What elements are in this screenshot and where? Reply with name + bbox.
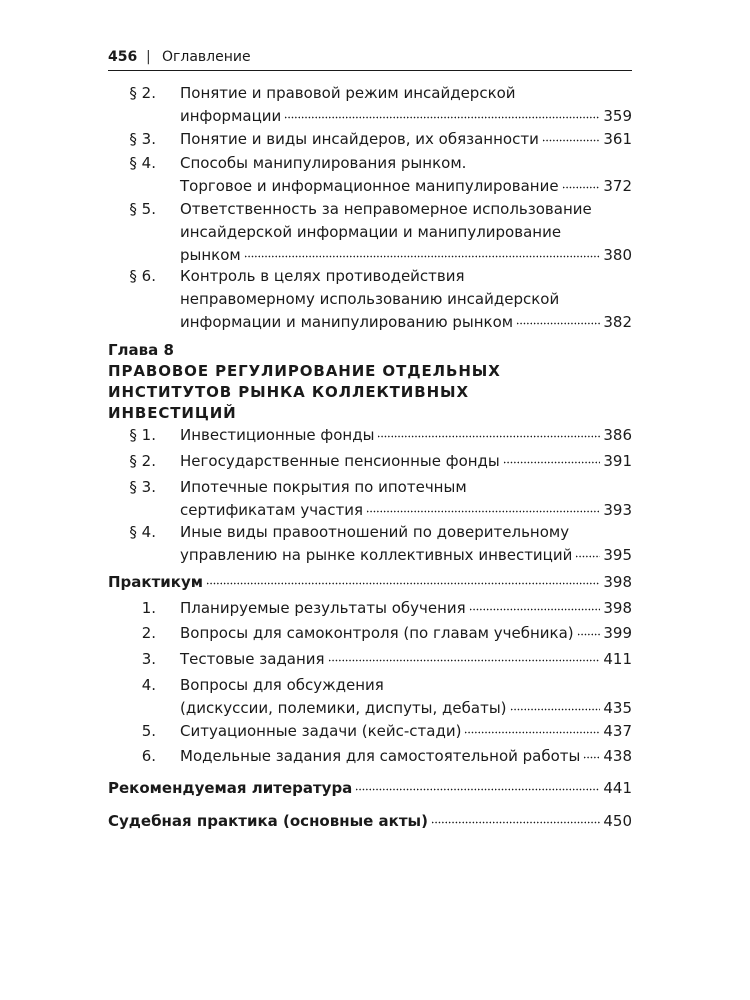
- entry-last-line: [180, 544, 632, 567]
- dot-leader: [542, 126, 601, 142]
- dot-leader: [575, 542, 600, 558]
- dot-leader: [431, 808, 600, 824]
- entry-body: [180, 128, 632, 151]
- entry-title: Негосударственные пенсионные фонды: [180, 452, 500, 470]
- chapter-title-line: ИНВЕСТИЦИЙ: [108, 404, 237, 422]
- page-ref: 411: [603, 650, 632, 668]
- entry-title: Инвестиционные фонды: [180, 426, 375, 444]
- entry-number: 6.: [141, 747, 156, 765]
- entry-body: [180, 198, 632, 267]
- entry-body: [180, 265, 632, 334]
- entry-body: [180, 152, 632, 198]
- page-ref: 382: [603, 313, 632, 331]
- entry-number: § 2.: [129, 452, 156, 470]
- entry-body: [108, 810, 632, 833]
- dot-leader: [469, 595, 601, 611]
- page-ref: 359: [603, 107, 632, 125]
- entry-last-line: [108, 810, 632, 833]
- entry-body: [180, 720, 632, 743]
- entry-title-line: Способы манипулирования рынком.: [180, 154, 467, 172]
- entry-number: 4.: [141, 676, 156, 694]
- entry-last-line: [180, 424, 632, 447]
- entry-last-line: [180, 648, 632, 671]
- page-ref: 393: [603, 501, 632, 519]
- entry-last-line: [180, 597, 632, 620]
- entry-title-line: Контроль в целях противодействия: [180, 267, 465, 285]
- page-ref: 398: [603, 573, 632, 591]
- entry-title: Модельные задания для самостоятельной работы: [180, 747, 581, 765]
- entry-number: 5.: [141, 722, 156, 740]
- dot-leader: [366, 497, 600, 513]
- dot-leader: [355, 775, 600, 791]
- running-title: Оглавление: [162, 49, 251, 65]
- entry-last-line: [180, 499, 632, 522]
- dot-leader: [516, 309, 600, 325]
- entry-body: [180, 597, 632, 620]
- entry-body: [180, 424, 632, 447]
- dot-leader: [583, 743, 600, 759]
- entry-title-line: Вопросы для обсуждения: [180, 676, 384, 694]
- entry-body: [108, 571, 632, 594]
- entry-last-line: [180, 311, 632, 334]
- dot-leader: [328, 646, 601, 662]
- entry-last-line: [180, 175, 632, 198]
- entry-number: 1.: [141, 599, 156, 617]
- page-ref: 437: [603, 722, 632, 740]
- entry-title: сертификатам участия: [180, 501, 364, 519]
- entry-title-line: Ипотечные покрытия по ипотечным: [180, 478, 467, 496]
- chapter-label: Глава 8: [108, 341, 174, 359]
- entry-last-line: [180, 622, 632, 645]
- dot-leader: [503, 448, 601, 464]
- dot-leader: [577, 620, 601, 636]
- entry-last-line: [180, 450, 632, 473]
- entry-title: Ситуационные задачи (кейс-стади): [180, 722, 462, 740]
- page-ref: 380: [603, 246, 632, 264]
- entry-body: [180, 622, 632, 645]
- dot-leader: [244, 242, 601, 258]
- entry-last-line: [180, 697, 632, 720]
- page-ref: 372: [603, 177, 632, 195]
- entry-number: § 3.: [129, 478, 156, 496]
- entry-last-line: [180, 128, 632, 151]
- entry-title: Тестовые задания: [180, 650, 325, 668]
- dot-leader: [562, 173, 601, 189]
- entry-last-line: [180, 720, 632, 743]
- entry-title-line: неправомерному использованию инсайдерской: [180, 290, 560, 308]
- page-ref: 395: [603, 546, 632, 564]
- entry-title: информации: [180, 107, 282, 125]
- entry-title: Рекомендуемая литература: [108, 779, 353, 797]
- entry-number: § 5.: [129, 200, 156, 218]
- entry-title: Планируемые результаты обучения: [180, 599, 466, 617]
- entry-title: информации и манипулированию рынком: [180, 313, 514, 331]
- dot-leader: [464, 718, 600, 734]
- entry-title: Практикум: [108, 573, 204, 591]
- header-separator: |: [146, 49, 151, 65]
- entry-number: § 1.: [129, 426, 156, 444]
- page-ref: 391: [603, 452, 632, 470]
- entry-body: [108, 777, 632, 800]
- entry-body: [180, 674, 632, 720]
- page-ref: 361: [603, 130, 632, 148]
- page-number: 456: [108, 49, 138, 65]
- page-ref: 398: [603, 599, 632, 617]
- entry-title: Торговое и информационное манипулирование: [180, 177, 559, 195]
- entry-title-line: Ответственность за неправомерное использование: [180, 200, 592, 218]
- entry-number: 2.: [141, 624, 156, 642]
- entry-title-line: инсайдерской информации и манипулирование: [180, 223, 562, 241]
- entry-body: [180, 648, 632, 671]
- page-ref: 441: [603, 779, 632, 797]
- entry-number: § 2.: [129, 84, 156, 102]
- entry-title: управлению на рынке коллективных инвестиций: [180, 546, 573, 564]
- dot-leader: [206, 569, 600, 585]
- entry-title: Вопросы для самоконтроля (по главам учебника): [180, 624, 574, 642]
- dot-leader: [510, 695, 601, 711]
- page-ref: 386: [603, 426, 632, 444]
- entry-body: [180, 476, 632, 522]
- page-header: [108, 48, 632, 71]
- entry-title: Понятие и виды инсайдеров, их обязанности: [180, 130, 539, 148]
- entry-last-line: [180, 745, 632, 768]
- page-ref: 435: [603, 699, 632, 717]
- entry-number: § 4.: [129, 154, 156, 172]
- entry-title-line: Иные виды правоотношений по доверительному: [180, 523, 570, 541]
- page-ref: 450: [603, 812, 632, 830]
- page-ref: 399: [603, 624, 632, 642]
- entry-body: [180, 745, 632, 768]
- chapter-heading[interactable]: [108, 340, 632, 424]
- entry-title: (дискуссии, полемики, диспуты, дебаты): [180, 699, 507, 717]
- entry-title: Судебная практика (основные акты): [108, 812, 428, 830]
- chapter-title-line: ПРАВОВОЕ РЕГУЛИРОВАНИЕ ОТДЕЛЬНЫХ: [108, 362, 501, 380]
- entry-number: § 3.: [129, 130, 156, 148]
- page-ref: 438: [603, 747, 632, 765]
- entry-title-line: Понятие и правовой режим инсайдерской: [180, 84, 516, 102]
- entry-number: § 6.: [129, 267, 156, 285]
- entry-last-line: [180, 244, 632, 267]
- entry-last-line: [108, 777, 632, 800]
- entry-body: [180, 82, 632, 128]
- entry-body: [180, 450, 632, 473]
- dot-leader: [377, 422, 600, 438]
- entry-number: 3.: [141, 650, 156, 668]
- chapter-title-line: ИНСТИТУТОВ РЫНКА КОЛЛЕКТИВНЫХ: [108, 383, 469, 401]
- entry-last-line: [108, 571, 632, 594]
- dot-leader: [284, 103, 600, 119]
- entry-body: [180, 521, 632, 567]
- entry-number: § 4.: [129, 523, 156, 541]
- entry-last-line: [180, 105, 632, 128]
- entry-title: рынком: [180, 246, 241, 264]
